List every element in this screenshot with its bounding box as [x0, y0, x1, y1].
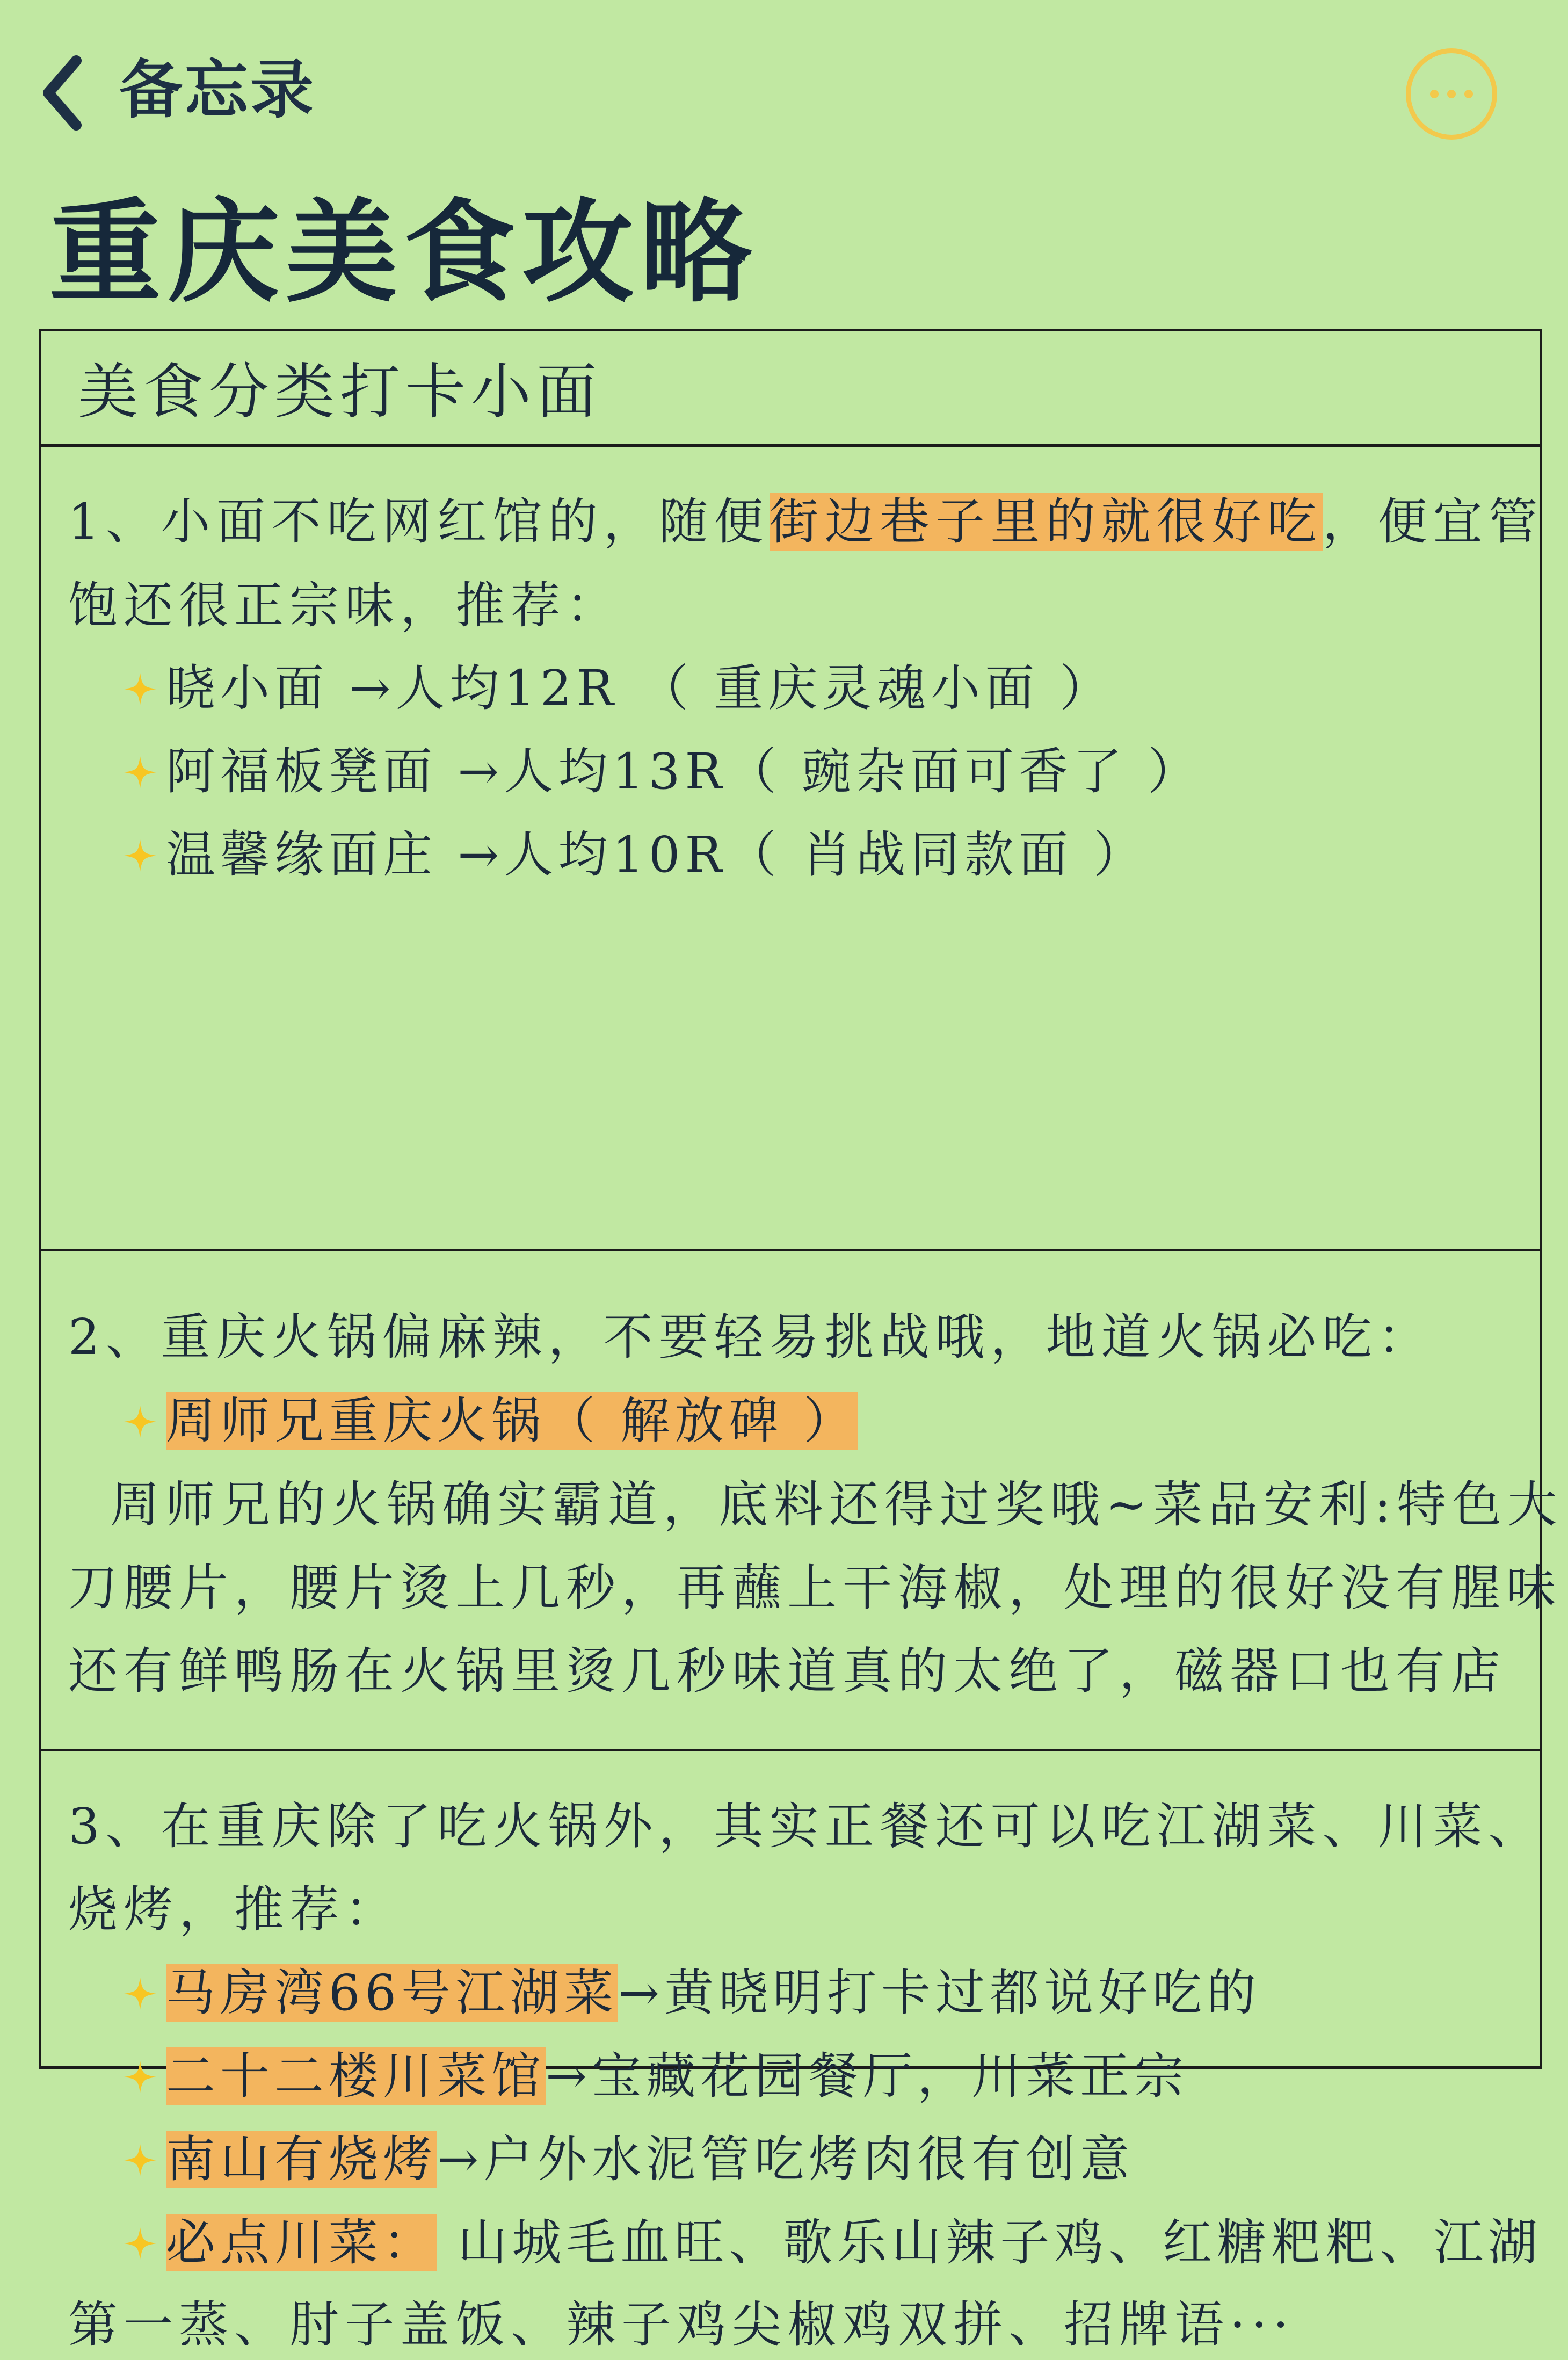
- star-icon: [123, 755, 157, 790]
- desc-line: 周师兄的火锅确实霸道，底料还得过奖哦~菜品安利:特色大: [110, 1476, 1563, 1533]
- star-icon: [123, 672, 157, 706]
- section-header: [41, 331, 1540, 447]
- top-bar: [0, 0, 1568, 161]
- list-item: 晓小面 →人均12R （ 重庆灵魂小面 ）: [166, 660, 1114, 717]
- highlight-text: 二十二楼川菜馆: [166, 2047, 546, 2105]
- star-icon: [123, 1977, 157, 2011]
- star-icon: [123, 1405, 157, 1439]
- more-horizontal-icon: [1464, 90, 1473, 98]
- list-item: 必点川菜： 山城毛血旺、歌乐山辣子鸡、红糖粑粑、江湖: [166, 2214, 1543, 2271]
- star-icon: [123, 2143, 157, 2177]
- more-horizontal-icon: [1430, 90, 1439, 98]
- section-header-label: 美食分类打卡小面: [78, 357, 602, 427]
- highlight-text: 周师兄重庆火锅（ 解放碑 ）: [166, 1392, 858, 1450]
- highlight-text: 南山有烧烤: [166, 2131, 438, 2188]
- star-icon: [123, 2060, 157, 2094]
- desc-line: 第一蒸、肘子盖饭、辣子鸡尖椒鸡双拼、招牌语···: [68, 2296, 1295, 2354]
- list-item: [166, 1386, 858, 1456]
- highlight-text: 必点川菜：: [166, 2214, 438, 2271]
- more-button[interactable]: [1406, 48, 1497, 140]
- nav-back-label[interactable]: 备忘录: [119, 53, 316, 127]
- section-noodles: [41, 444, 1544, 1251]
- highlight-text: 马房湾66号江湖菜: [166, 1964, 619, 2022]
- page-title: 重庆美食攻略: [49, 187, 758, 318]
- star-icon: [123, 838, 157, 873]
- list-item: 阿福板凳面 →人均13R（ 豌杂面可香了 ）: [166, 743, 1202, 800]
- intro-line: 3、在重庆除了吃火锅外，其实正餐还可以吃江湖菜、川菜、: [68, 1798, 1544, 1855]
- desc-line: 刀腰片，腰片烫上几秒，再蘸上干海椒，处理的很好没有腥味: [68, 1559, 1562, 1617]
- desc-line: 还有鲜鸭肠在火锅里烫几秒味道真的太绝了，磁器口也有店: [68, 1642, 1507, 1700]
- highlight-text: 街边巷子里的就很好吃: [769, 493, 1323, 551]
- intro-line: 烧烤，推荐：: [68, 1881, 401, 1938]
- list-item: 二十二楼川菜馆→宝藏花园餐厅，川菜正宗: [166, 2047, 1189, 2105]
- section-other-food: [41, 1749, 1544, 2354]
- star-icon: [123, 2226, 157, 2261]
- list-item: 温馨缘面庄 →人均10R（ 肖战同款面 ）: [166, 826, 1148, 884]
- chevron-left-icon[interactable]: [39, 53, 87, 133]
- list-item: 马房湾66号江湖菜→黄晓明打卡过都说好吃的: [166, 1964, 1261, 2022]
- list-item: 南山有烧烤→户外水泥管吃烤肉很有创意: [166, 2131, 1135, 2188]
- intro-line: 1、小面不吃网红馆的，随便街边巷子里的就很好吃，便宜管: [68, 493, 1544, 551]
- more-horizontal-icon: [1447, 90, 1456, 98]
- note-table: [39, 329, 1563, 2354]
- intro-line: 饱还很正宗味，推荐：: [68, 577, 622, 634]
- section-hotpot: [41, 1249, 1563, 1751]
- intro-line: 2、重庆火锅偏麻辣，不要轻易挑战哦，地道火锅必吃：: [68, 1308, 1433, 1366]
